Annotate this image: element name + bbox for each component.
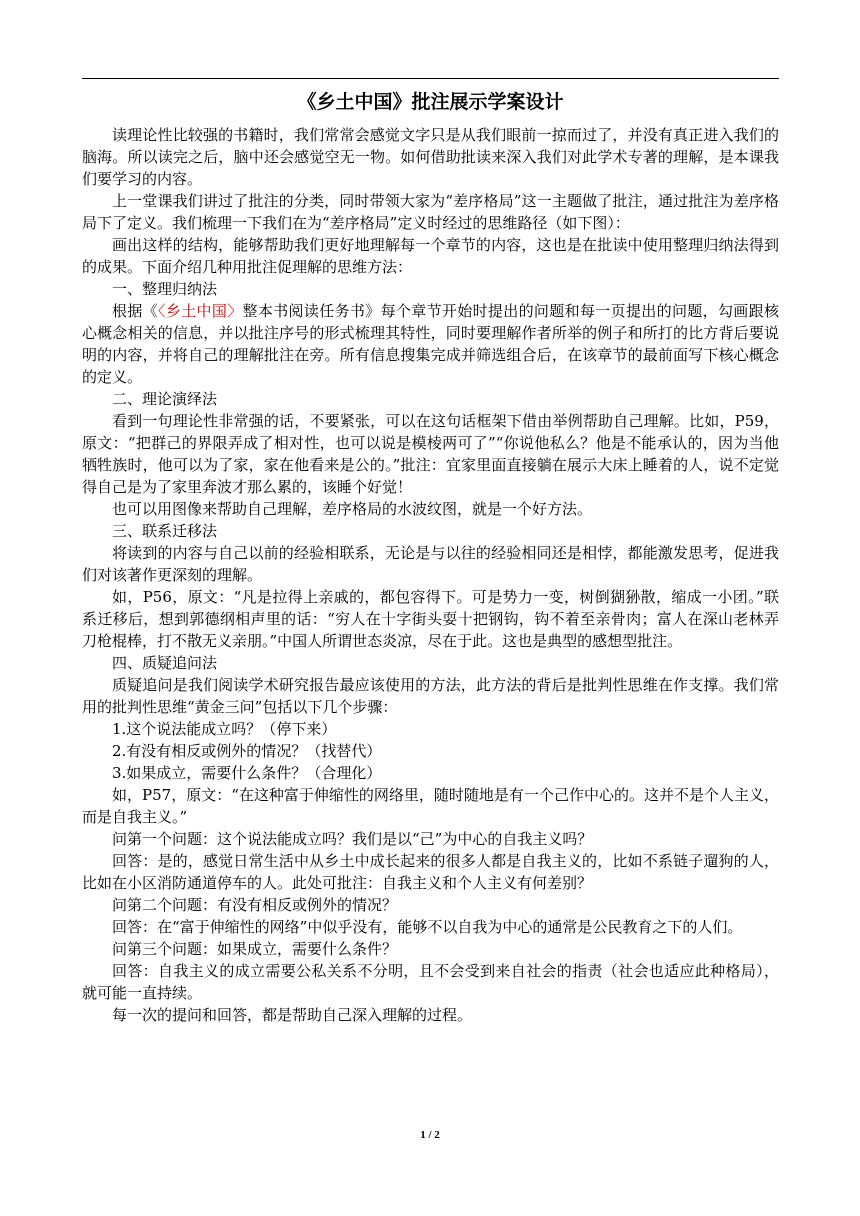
- paragraph: [82, 300, 779, 388]
- section-heading: 二、理论演绎法: [112, 390, 218, 408]
- document-body: [82, 124, 779, 1026]
- paragraph: 问第一个问题：这个说法能成立吗？我们是以“己”为中心的自我主义吗？: [112, 830, 593, 848]
- top-rule: [82, 78, 779, 79]
- list-item: 1.这个说法能成立吗？（停下来）: [112, 720, 337, 738]
- paragraph: 质疑追问是我们阅读学术研究报告最应该使用的方法，此方法的背后是批判性思维在作支撑。我们常用的批判性思维“黄金三问”包括以下几个步骤：: [82, 676, 779, 716]
- paragraph: 上一堂课我们讲过了批注的分类，同时带领大家为“差序格局”这一主题做了批注，通过批注为差序格局下了定义。我们梳理一下我们在为“差序格局”定义时经过的思维路径（如下图）：: [82, 192, 779, 232]
- paragraph: 如，P56，原文：“凡是拉得上亲戚的，都包容得下。可是势力一变，树倒猢狲散，缩成一小团。”联系迁移后，想到郭德纲相声里的话：“穷人在十字街头耍十把钢钩，钩不着至亲骨肉；富人在深山老林弄刀枪棍棒，打不散无义亲朋。”中国人所谓世态炎凉，尽在于此。这也是典型的感想型批注。: [82, 588, 779, 650]
- paragraph: 读理论性比较强的书籍时，我们常常会感觉文字只是从我们眼前一掠而过了，并没有真正进入我们的脑海。所以读完之后，脑中还会感觉空无一物。如何借助批读来深入我们对此学术专著的理解，是本课我们要学习的内容。: [82, 126, 779, 188]
- paragraph: 如，P57，原文：“在这种富于伸缩性的网络里，随时随地是有一个己作中心的。这并不是个人主义，而是自我主义。”: [82, 786, 779, 826]
- list-item: 2.有没有相反或例外的情况？（找替代）: [112, 742, 382, 760]
- section-heading: 一、整理归纳法: [112, 280, 218, 298]
- paragraph: 问第二个问题：有没有相反或例外的情况？: [112, 896, 398, 914]
- list-item: 3.如果成立，需要什么条件？（合理化）: [112, 764, 382, 782]
- paragraph: 回答：在“富于伸缩性的网络”中似乎没有，能够不以自我为中心的通常是公民教育之下的人们。: [112, 918, 743, 936]
- section-heading: 四、质疑追问法: [112, 654, 218, 672]
- paragraph: 将读到的内容与自己以前的经验相联系，无论是与以往的经验相同还是相悖，都能激发思考，促进我们对该著作更深刻的理解。: [82, 544, 779, 584]
- paragraph-text: 整本书阅读任务书》每个章节开始时提出的问题和每一页提出的问题，勾画跟核心概念相关的信息，并以批注序号的形式梳理其特性，同时要理解作者所举的例子和所打的比方背后要说明的内容，并将自己的理解批注在旁。所有信息搜集完成并筛选组合后，在该章节的最前面写下核心概念的定义。: [82, 302, 779, 386]
- paragraph: 回答：是的，感觉日常生活中从乡土中成长起来的很多人都是自我主义的，比如不系链子遛狗的人，比如在小区消防通道停车的人。此处可批注：自我主义和个人主义有何差别？: [82, 852, 779, 892]
- book-title-link: 〈乡土中国〉: [158, 302, 243, 320]
- page-title: 《乡土中国》批注展示学案设计: [297, 91, 564, 113]
- section-heading: 三、联系迁移法: [112, 522, 218, 540]
- paragraph: 回答：自我主义的成立需要公私关系不分明，且不会受到来自社会的指责（社会也适应此种格局），就可能一直持续。: [82, 962, 779, 1002]
- page-number: 1 / 2: [420, 1129, 440, 1141]
- paragraph-text: 根据《: [112, 302, 159, 320]
- paragraph: 画出这样的结构，能够帮助我们更好地理解每一个章节的内容，这也是在批读中使用整理归纳法得到的成果。下面介绍几种用批注促理解的思维方法：: [82, 236, 779, 276]
- paragraph: 问第三个问题：如果成立，需要什么条件？: [112, 940, 398, 958]
- paragraph: 看到一句理论性非常强的话，不要紧张，可以在这句话框架下借由举例帮助自己理解。比如，P59，原文：“把群己的界限弄成了相对性，也可以说是模棱两可了”“你说他私么？他是不能承认的，因为当他牺牲族时，他可以为了家，家在他看来是公的。”批注：宜家里面直接躺在展示大床上睡着的人，说不定觉得自己是为了家里奔波才那么累的，该睡个好觉！: [82, 412, 779, 496]
- paragraph: 每一次的提问和回答，都是帮助自己深入理解的过程。: [112, 1006, 473, 1024]
- paragraph: 也可以用图像来帮助自己理解，差序格局的水波纹图，就是一个好方法。: [112, 500, 593, 518]
